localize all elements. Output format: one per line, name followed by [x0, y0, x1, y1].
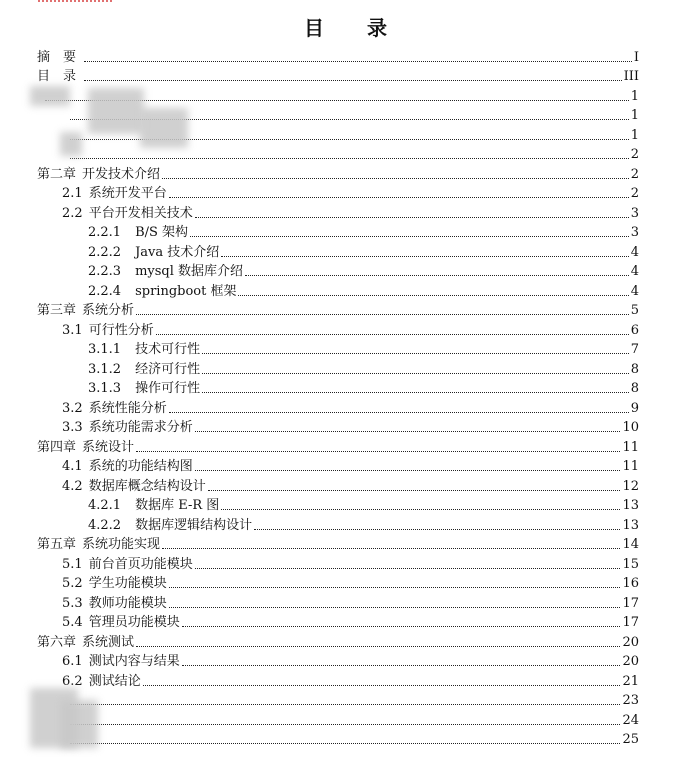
toc-entry-number: 5.4	[62, 615, 83, 630]
toc-page-number: 2	[630, 147, 639, 162]
toc-page-number: 3	[630, 205, 639, 221]
toc-entry-number: 6.2	[62, 673, 83, 689]
toc-page-number: 20	[622, 654, 639, 669]
toc-page-number: 21	[622, 673, 639, 689]
toc-entry-number: 4.2.2	[88, 517, 122, 533]
toc-dot-leader	[208, 490, 621, 491]
toc-entry-label: 系统的功能结构图	[88, 459, 193, 474]
toc-entry-label: 测试内容与结果	[88, 654, 180, 669]
toc-dot-leader	[190, 236, 629, 237]
toc-entry[interactable]	[0, 611, 691, 631]
toc-entry[interactable]	[0, 143, 691, 163]
toc-entry-label: mysql 数据库介绍	[135, 264, 244, 279]
toc-entry[interactable]	[0, 318, 691, 338]
toc-entry[interactable]	[0, 182, 691, 202]
toc-entry-label: 系统功能实现	[82, 537, 161, 552]
toc-entry-number: 第四章	[37, 439, 77, 455]
toc-entry[interactable]	[0, 416, 691, 436]
toc-entry[interactable]	[0, 494, 691, 514]
toc-entry-label: 操作可行性	[135, 381, 201, 396]
toc-entry[interactable]	[0, 474, 691, 494]
toc-entry[interactable]	[0, 357, 691, 377]
toc-page-number: 23	[622, 693, 639, 708]
toc-entry[interactable]	[0, 572, 691, 592]
toc-entry[interactable]	[0, 689, 691, 709]
toc-entry-label: 系统性能分析	[88, 400, 167, 416]
toc-entry-label: springboot 框架	[135, 283, 237, 299]
toc-entry-number: 4.2.1	[88, 498, 122, 513]
toc-entry-label: 开发技术介绍	[82, 166, 161, 182]
toc-entry-label: 技术可行性	[135, 342, 201, 357]
toc-entry-number: 第三章	[37, 303, 77, 318]
toc-page-number: 10	[622, 420, 639, 435]
toc-dot-leader	[182, 626, 621, 627]
toc-entry[interactable]	[0, 299, 691, 319]
toc-page-number: 9	[630, 400, 639, 416]
toc-entry[interactable]	[0, 240, 691, 260]
toc-dot-leader	[221, 509, 620, 510]
toc-page-number: 17	[622, 615, 639, 630]
toc-entry[interactable]	[0, 338, 691, 358]
toc-page-number: 15	[622, 556, 639, 572]
toc-entry-number: 3.1	[62, 322, 83, 338]
toc-page-number: 13	[622, 517, 639, 533]
redacted-block-top-3	[140, 108, 188, 148]
toc-entry[interactable]	[0, 396, 691, 416]
toc-entry-number: 3.1.1	[88, 342, 122, 357]
toc-entry-number: 2.2.1	[88, 225, 122, 240]
toc-page-number: 17	[622, 595, 639, 611]
toc-page-number: 6	[630, 322, 639, 338]
toc-entry[interactable]	[0, 455, 691, 475]
toc-entry-label: 系统功能需求分析	[88, 420, 193, 435]
toc-dot-leader	[70, 724, 620, 725]
toc-dot-leader	[70, 743, 620, 744]
toc-dot-leader	[238, 295, 628, 296]
toc-entry-number: 6.1	[62, 654, 83, 669]
toc-dot-leader	[162, 178, 629, 179]
toc-dot-leader	[195, 431, 621, 432]
toc-dot-leader	[169, 607, 621, 608]
toc-dot-leader	[202, 353, 629, 354]
toc-dot-leader	[182, 665, 621, 666]
toc-entry-number: 2.2.2	[88, 244, 122, 260]
toc-entry-number: 3.2	[62, 400, 83, 416]
toc-entry-number: 3.3	[62, 420, 83, 435]
toc-dot-leader	[70, 158, 629, 159]
toc-entry-label: 系统设计	[82, 439, 135, 455]
toc-entry-label: 学生功能模块	[88, 576, 167, 591]
redacted-block-bottom-2	[60, 700, 98, 748]
toc-entry-number: 2.2.3	[88, 264, 122, 279]
toc-entry-number: 2.1	[62, 186, 83, 201]
toc-entry[interactable]	[0, 533, 691, 553]
redacted-block-top-4	[60, 132, 82, 156]
toc-entry[interactable]	[0, 552, 691, 572]
toc-page-number: 25	[622, 732, 639, 747]
toc-page-number: 1	[630, 127, 639, 143]
toc-entry[interactable]	[0, 591, 691, 611]
toc-dot-leader	[143, 685, 621, 686]
toc-dot-leader	[136, 314, 629, 315]
toc-entry[interactable]	[0, 669, 691, 689]
toc-page-number: 8	[630, 381, 639, 396]
toc-dot-leader	[169, 587, 621, 588]
toc-entry-number: 5.3	[62, 595, 83, 611]
toc-entry-label: 数据库逻辑结构设计	[135, 517, 253, 533]
toc-page-number: 5	[630, 303, 639, 318]
toc-page-number: 24	[622, 712, 639, 728]
toc-entry[interactable]	[0, 45, 691, 65]
toc-dot-leader	[195, 217, 629, 218]
toc-dot-leader	[84, 61, 632, 62]
redacted-block-top-2	[88, 88, 144, 134]
toc-entry[interactable]	[0, 279, 691, 299]
toc-entry[interactable]	[0, 513, 691, 533]
toc-page-number: III	[623, 69, 639, 84]
toc-entry-number: 目 录	[37, 69, 77, 84]
toc-entry-label: 系统测试	[82, 634, 135, 650]
toc-entry-label: 可行性分析	[88, 322, 154, 338]
toc-dot-leader	[169, 412, 629, 413]
toc-entry-number: 4.2	[62, 478, 83, 494]
toc-page-number: 4	[630, 244, 639, 260]
toc-entry-label: Java 技术介绍	[135, 244, 220, 260]
toc-dot-leader	[202, 392, 629, 393]
toc-entry-label: 系统分析	[82, 303, 135, 318]
toc-entry[interactable]	[0, 708, 691, 728]
toc-page-number: 3	[630, 225, 639, 240]
toc-entry[interactable]	[0, 650, 691, 670]
toc-entry-label: 管理员功能模块	[88, 615, 180, 630]
top-dotted-mark	[38, 0, 112, 2]
toc-dot-leader	[195, 470, 621, 471]
toc-entry-label: 教师功能模块	[88, 595, 167, 611]
toc-page-number: 2	[630, 166, 639, 182]
toc-page-number: 20	[622, 634, 639, 650]
toc-entry-label: 数据库 E-R 图	[135, 498, 220, 513]
toc-page-number: 7	[630, 342, 639, 357]
toc-page-number: I	[633, 49, 639, 65]
toc-entry-number: 摘 要	[37, 49, 77, 65]
toc-dot-leader	[195, 568, 621, 569]
toc-dot-leader	[254, 529, 620, 530]
toc-entry-number: 3.1.2	[88, 361, 122, 377]
toc-dot-leader	[169, 197, 629, 198]
toc-entry-number: 3.1.3	[88, 381, 122, 396]
toc-entry[interactable]	[0, 162, 691, 182]
toc-entry[interactable]	[0, 221, 691, 241]
toc-page-number: 1	[630, 108, 639, 123]
toc-entry[interactable]	[0, 260, 691, 280]
toc-dot-leader	[70, 704, 620, 705]
toc-entry-label: 系统开发平台	[88, 186, 167, 201]
toc-entry[interactable]	[0, 630, 691, 650]
toc-page-number: 16	[622, 576, 639, 591]
toc-page-number: 12	[622, 478, 639, 494]
page-title: 目 录	[304, 16, 405, 40]
toc-page-number: 1	[630, 88, 639, 104]
toc-entry[interactable]	[0, 65, 691, 85]
toc-entry-number: 5.1	[62, 556, 83, 572]
toc-entry[interactable]	[0, 435, 691, 455]
toc-page-number: 11	[622, 439, 639, 455]
toc-entry-label: 平台开发相关技术	[88, 205, 193, 221]
toc-entry-label: 前台首页功能模块	[88, 556, 193, 572]
toc-entry-number: 2.2	[62, 205, 83, 221]
toc-entry[interactable]	[0, 377, 691, 397]
toc-page-number: 4	[630, 283, 639, 299]
toc-dot-leader	[84, 80, 622, 81]
toc-dot-leader	[202, 373, 629, 374]
toc-dot-leader	[221, 256, 628, 257]
toc-dot-leader	[162, 548, 620, 549]
toc-entry-number: 4.1	[62, 459, 83, 474]
toc-entry-label: B/S 架构	[135, 225, 189, 240]
toc-entry[interactable]	[0, 201, 691, 221]
toc-page-number: 14	[622, 537, 639, 552]
toc-page-number: 2	[630, 186, 639, 201]
toc-entry-number: 第二章	[37, 166, 77, 182]
toc-entry-number: 第五章	[37, 537, 77, 552]
toc-entry-label: 数据库概念结构设计	[88, 478, 206, 494]
toc-dot-leader	[136, 451, 620, 452]
toc-entry-label: 经济可行性	[135, 361, 201, 377]
toc-entry-number: 5.2	[62, 576, 83, 591]
toc-page-number: 13	[622, 498, 639, 513]
toc-entry-number: 2.2.4	[88, 283, 122, 299]
toc-entry-label: 测试结论	[88, 673, 141, 689]
toc-entry[interactable]	[0, 728, 691, 748]
toc-dot-leader	[136, 646, 620, 647]
toc-page-number: 8	[630, 361, 639, 377]
toc-page-number: 11	[622, 459, 639, 474]
toc-entry-number: 第六章	[37, 634, 77, 650]
toc-dot-leader	[156, 334, 629, 335]
toc-dot-leader	[245, 275, 629, 276]
redacted-block-top	[30, 86, 70, 106]
toc-page-number: 4	[630, 264, 639, 279]
